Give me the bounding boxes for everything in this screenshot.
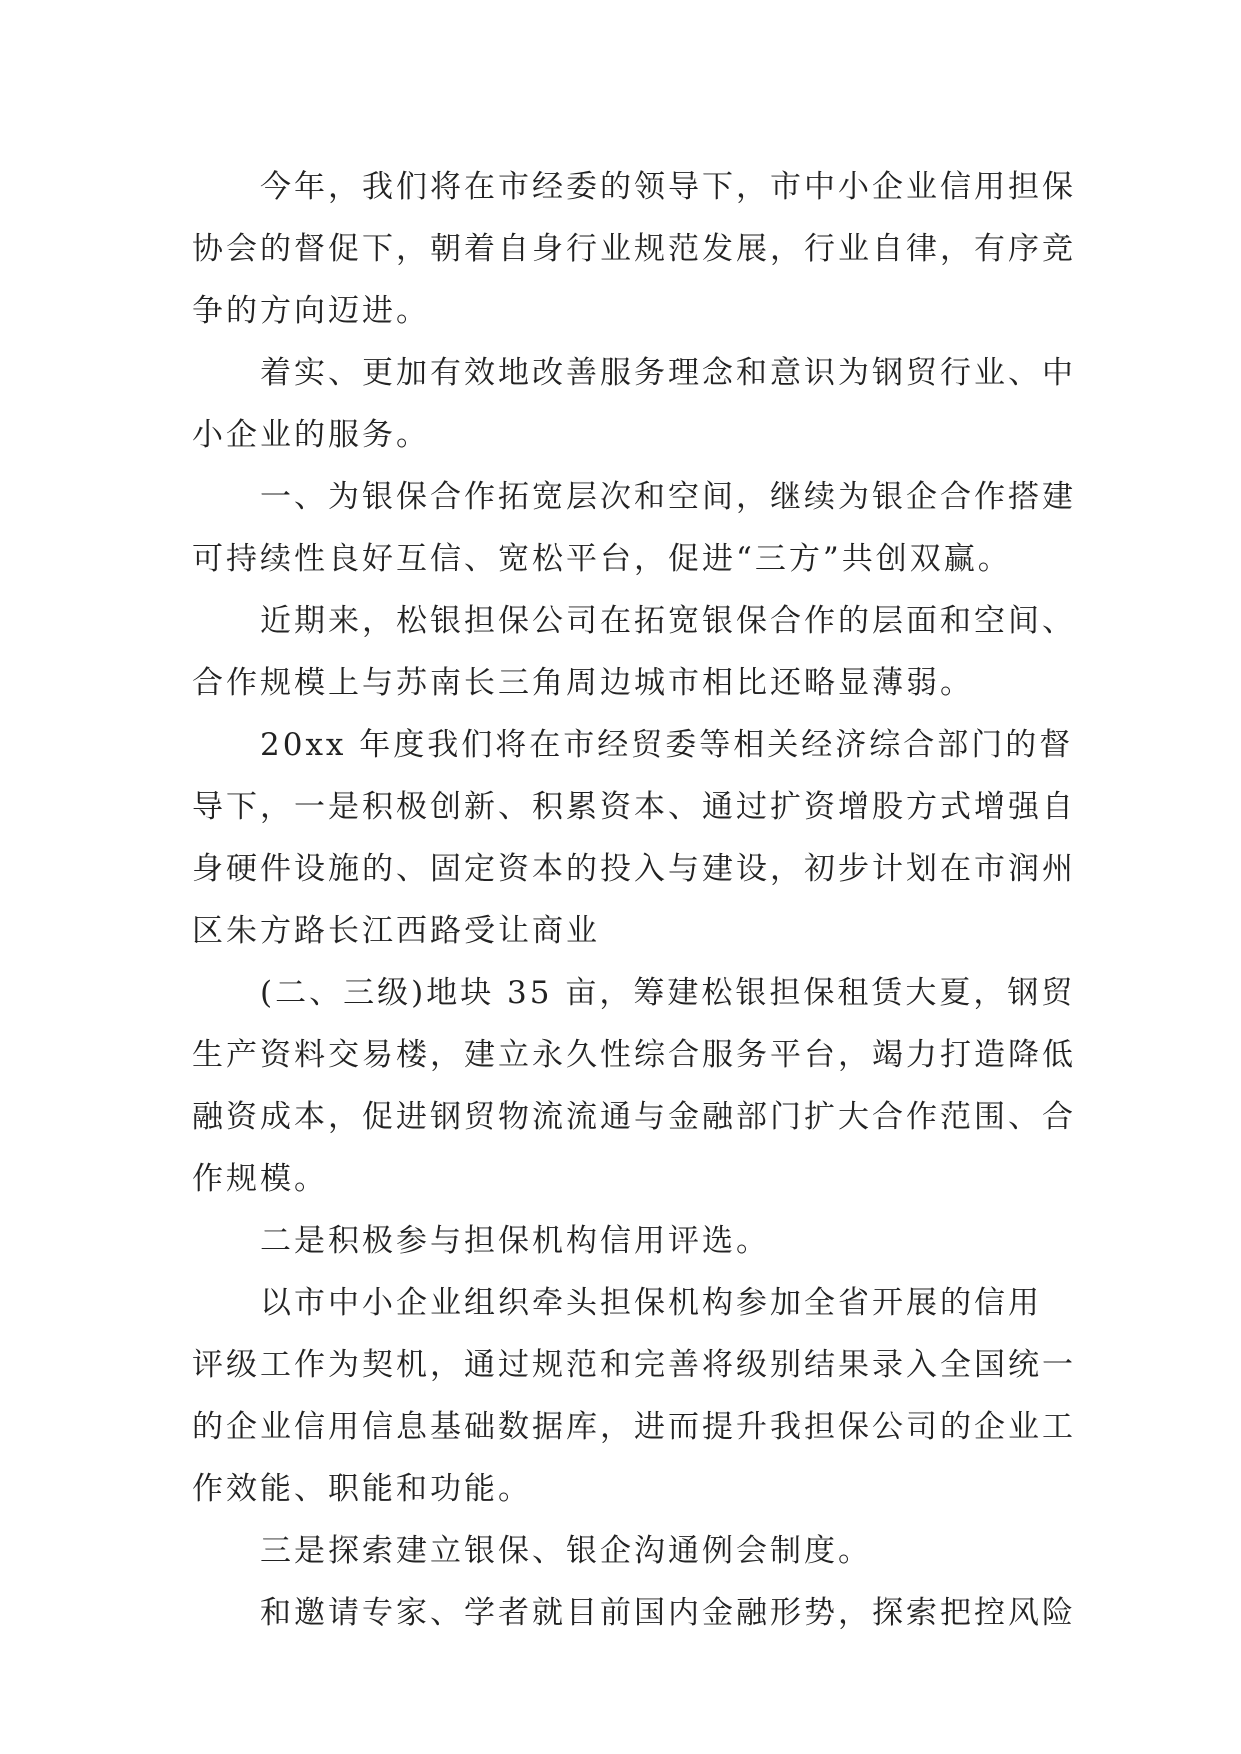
- document-body: [192, 156, 1076, 1644]
- text-line: 区朱方路长江西路受让商业: [192, 913, 600, 949]
- text-line: 以市中小企业组织牵头担保机构参加全省开展的信用: [260, 1285, 1042, 1321]
- text-line: 的企业信用信息基础数据库，进而提升我担保公司的企业工: [192, 1409, 1076, 1445]
- text-line: 三是探索建立银保、银企沟通例会制度。: [260, 1533, 872, 1569]
- text-line: 评级工作为契机，通过规范和完善将级别结果录入全国统一: [192, 1347, 1076, 1383]
- text-line: 作效能、职能和功能。: [192, 1471, 532, 1507]
- text-line: 近期来，松银担保公司在拓宽银保合作的层面和空间、: [260, 603, 1076, 639]
- text-line: 身硬件设施的、固定资本的投入与建设，初步计划在市润州: [192, 851, 1076, 887]
- text-line: 今年，我们将在市经委的领导下，市中小企业信用担保: [260, 169, 1076, 205]
- text-line: 着实、更加有效地改善服务理念和意识为钢贸行业、中: [260, 355, 1076, 391]
- text-line: 争的方向迈进。: [192, 293, 430, 329]
- text-line: 可持续性良好互信、宽松平台，促进“三方”共创双赢。: [192, 541, 1012, 577]
- text-line: 导下，一是积极创新、积累资本、通过扩资增股方式增强自: [192, 789, 1076, 825]
- text-line: 协会的督促下，朝着自身行业规范发展，行业自律，有序竞: [192, 231, 1076, 267]
- text-line: 一、为银保合作拓宽层次和空间，继续为银企合作搭建: [260, 479, 1076, 515]
- text-line: 合作规模上与苏南长三角周边城市相比还略显薄弱。: [192, 665, 974, 701]
- text-line: 作规模。: [192, 1161, 328, 1197]
- text-line: 小企业的服务。: [192, 417, 430, 453]
- text-line: 生产资料交易楼，建立永久性综合服务平台，竭力打造降低: [192, 1037, 1076, 1073]
- text-line: (二、三级)地块 35 亩，筹建松银担保租赁大夏，钢贸: [260, 975, 1076, 1011]
- text-line: 二是积极参与担保机构信用评选。: [260, 1223, 770, 1259]
- text-line: 20xx 年度我们将在市经贸委等相关经济综合部门的督: [260, 727, 1074, 763]
- text-line: 和邀请专家、学者就目前国内金融形势，探索把控风险: [260, 1595, 1076, 1631]
- text-line: 融资成本，促进钢贸物流流通与金融部门扩大合作范围、合: [192, 1099, 1076, 1135]
